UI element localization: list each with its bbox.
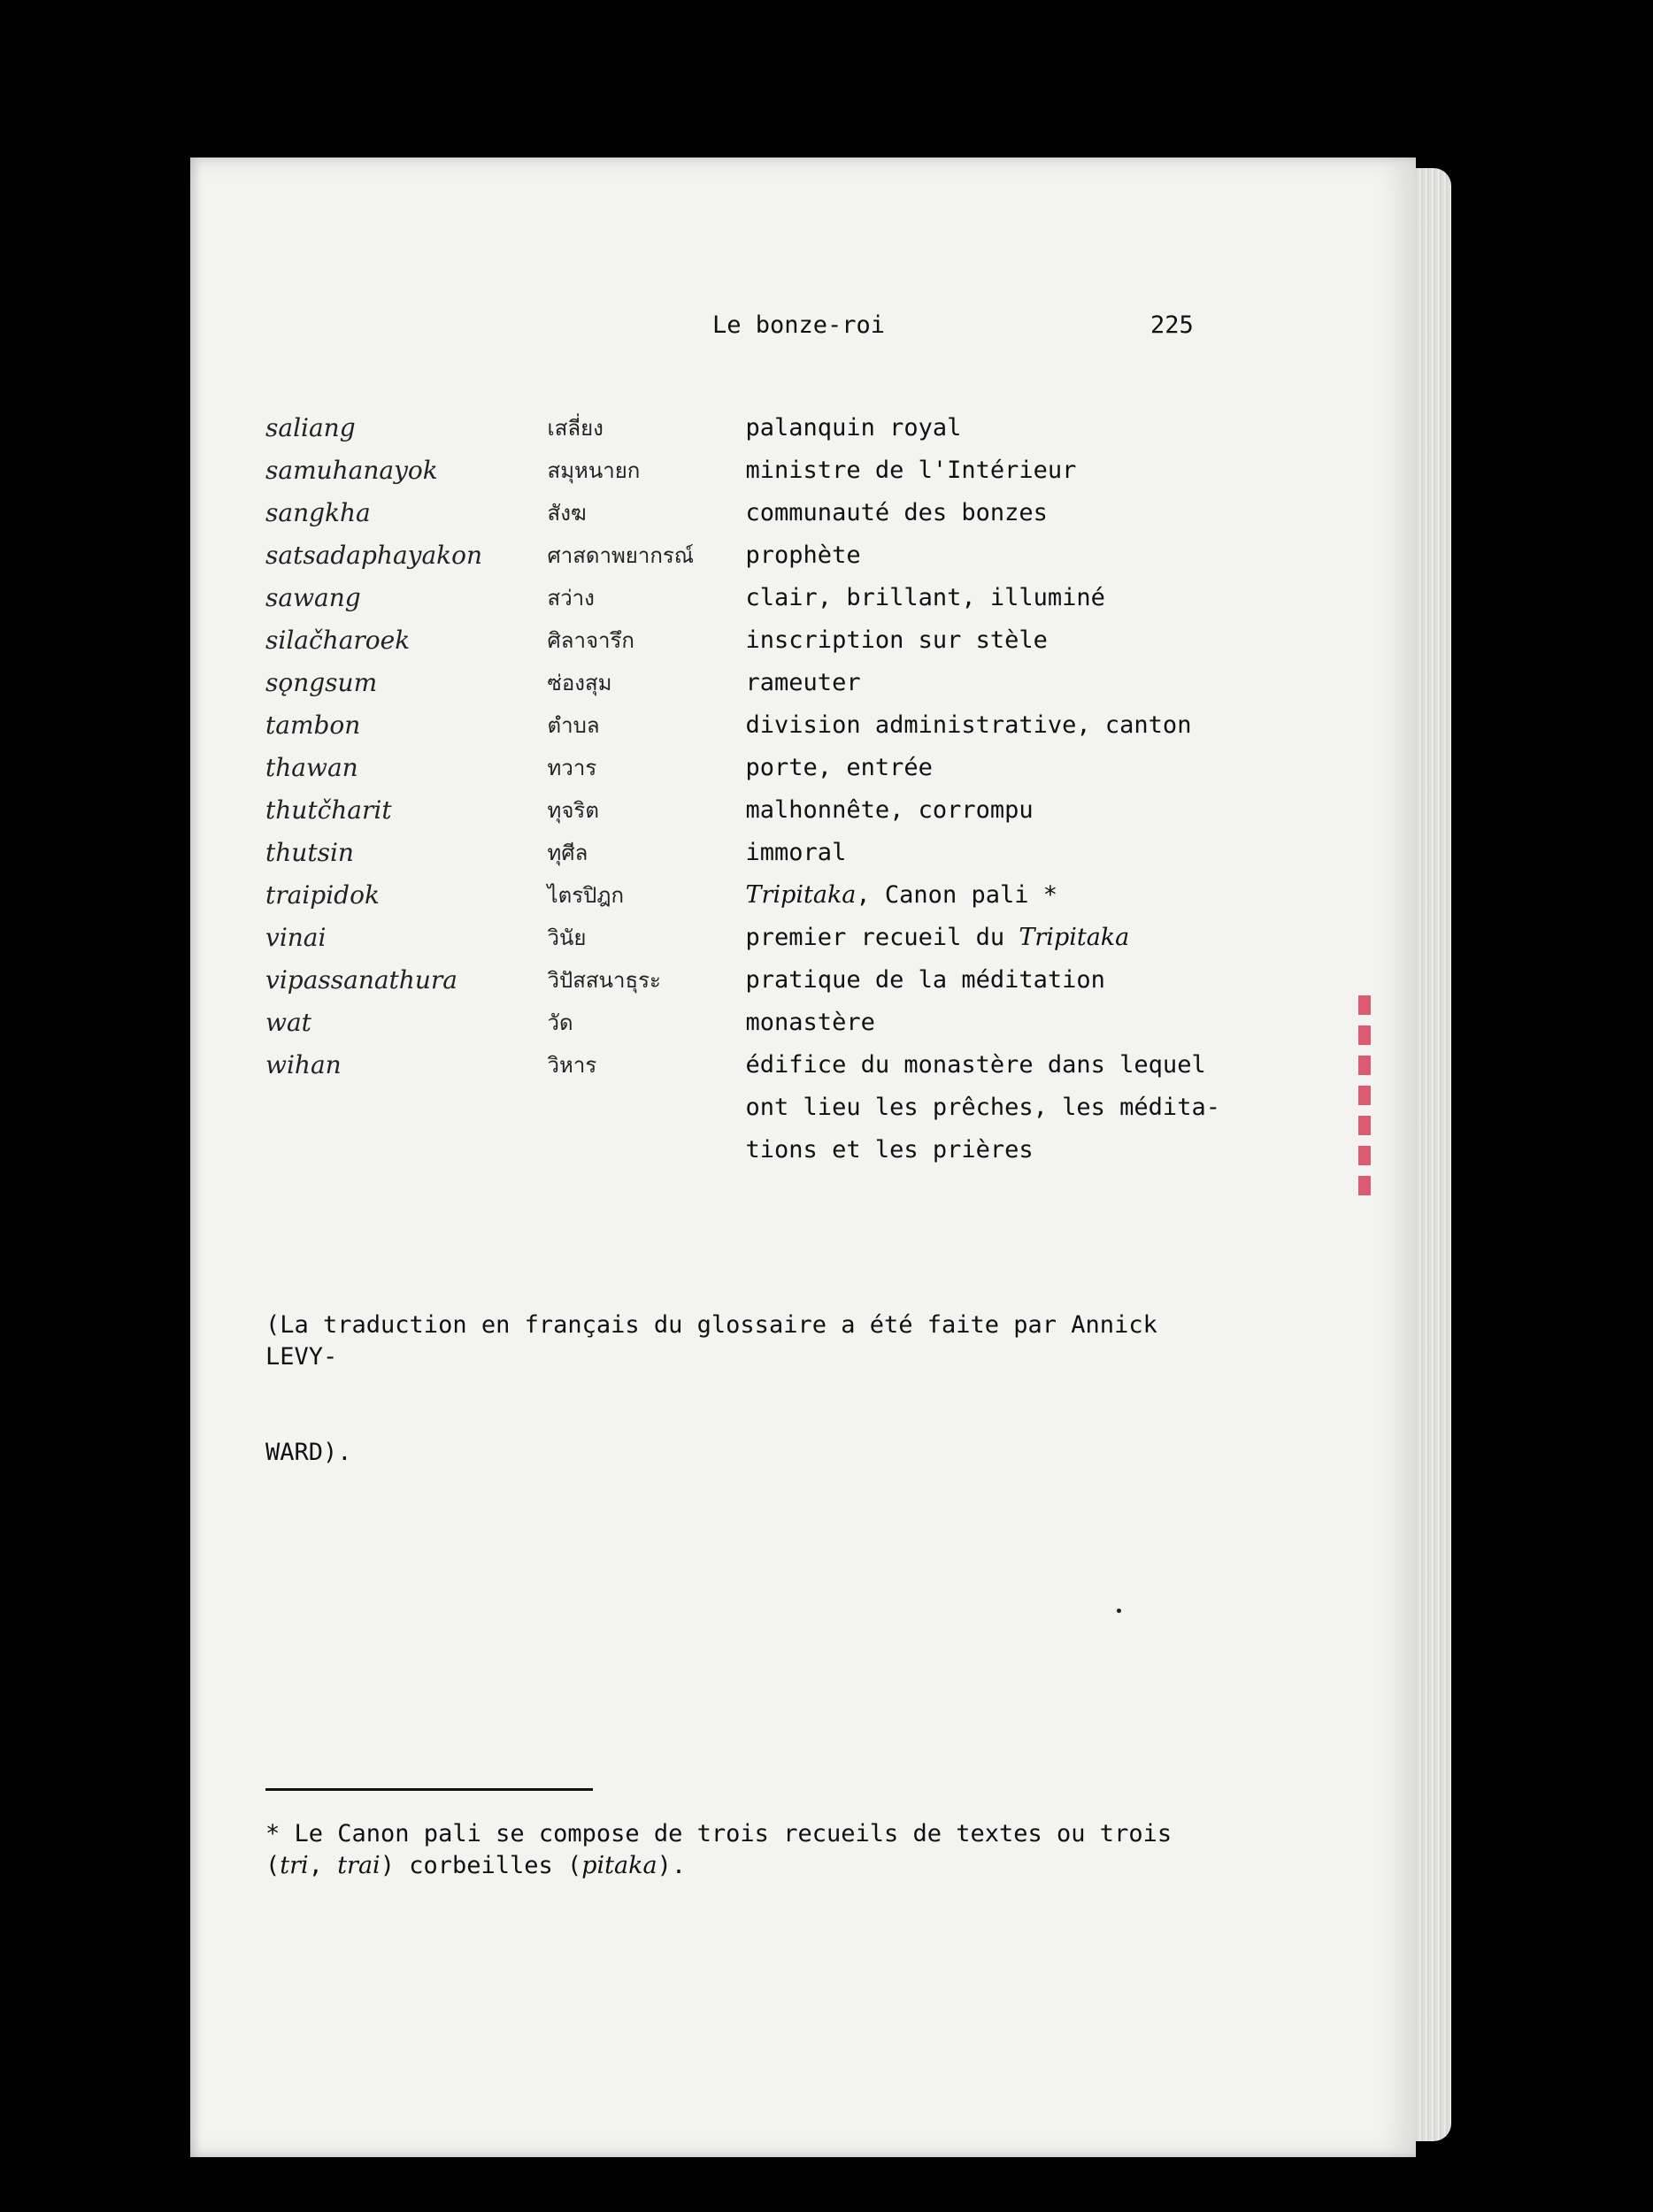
glossary-thai: ทุศีล — [547, 841, 588, 865]
glossary-meaning: pratique de la méditation — [745, 966, 1105, 994]
translator-note-line: WARD). — [265, 1439, 352, 1466]
meaning-line: ont lieu les prêches, les médita- — [745, 1094, 1220, 1121]
glossary-term: thutsin — [265, 838, 354, 867]
meaning-italic: Tripitaka — [1019, 924, 1130, 951]
footnote-text: ) corbeilles ( — [380, 1852, 582, 1879]
meaning-line: édifice du monastère dans lequel — [745, 1051, 1206, 1079]
glossary-thai: สว่าง — [547, 586, 595, 611]
glossary-thai: วัด — [547, 1010, 573, 1035]
glossary-meaning: inscription sur stèle — [745, 626, 1048, 654]
glossary-entry — [265, 449, 1239, 492]
glossary-term: vinai — [265, 923, 327, 952]
meaning-line: tions et les prières — [745, 1136, 1034, 1164]
glossary-term: thawan — [265, 753, 358, 782]
footnote-line: * Le Canon pali se compose de trois recueils de textes ou trois — [265, 1820, 1172, 1847]
glossary-entry — [265, 789, 1239, 832]
footnote-italic: trai — [337, 1852, 381, 1879]
glossary-list — [265, 407, 1239, 1171]
glossary-entry — [265, 747, 1239, 789]
glossary-meaning — [746, 1044, 1239, 1171]
running-title: Le bonze-roi — [712, 311, 886, 339]
glossary-term: tambon — [265, 710, 361, 740]
glossary-term: sawang — [265, 583, 361, 612]
glossary-meaning: ministre de l'Intérieur — [745, 457, 1077, 484]
translator-note-line: (La traduction en français du glossaire a été faite par Annick LEVY- — [265, 1311, 1172, 1371]
glossary-meaning: monastère — [745, 1009, 875, 1036]
glossary-meaning — [746, 874, 1239, 917]
glossary-entry — [265, 619, 1239, 662]
glossary-entry — [265, 917, 1239, 959]
glossary-term: vipassanathura — [265, 965, 457, 995]
glossary-meaning: immoral — [745, 839, 847, 866]
glossary-thai: ศิลาจารึก — [547, 628, 634, 653]
glossary-term: thutčharit — [265, 795, 392, 825]
footnote-italic: pitaka — [581, 1852, 657, 1879]
footnote-line — [265, 1850, 1239, 1882]
glossary-thai: วิหาร — [547, 1053, 597, 1078]
glossary-entry — [265, 704, 1239, 747]
red-stamp-mark — [1358, 995, 1371, 1199]
glossary-term: sǫngsum — [265, 668, 378, 697]
glossary-thai: ทวาร — [547, 756, 597, 780]
ink-speck — [1117, 1609, 1121, 1613]
glossary-meaning: rameuter — [745, 669, 861, 696]
footnote — [265, 1818, 1239, 1882]
glossary-thai: ทุจริต — [547, 798, 599, 823]
glossary-term: satsadaphayakon — [265, 541, 483, 570]
glossary-meaning: porte, entrée — [745, 754, 933, 781]
meaning-italic: Tripitaka — [745, 881, 857, 909]
glossary-thai: วิปัสสนาธุระ — [547, 968, 661, 993]
glossary-meaning: clair, brillant, illuminé — [745, 584, 1105, 611]
glossary-entry — [265, 577, 1239, 619]
glossary-term: traipidok — [265, 880, 380, 910]
glossary-term: wat — [265, 1008, 311, 1037]
glossary-term: samuhanayok — [265, 456, 438, 485]
glossary-entry — [265, 959, 1239, 1002]
footnote-text: ). — [657, 1852, 687, 1879]
glossary-meaning — [746, 917, 1239, 959]
glossary-thai: สังฆ — [547, 501, 587, 526]
glossary-meaning: malhonnête, corrompu — [745, 796, 1034, 824]
glossary-meaning: communauté des bonzes — [745, 499, 1048, 526]
meaning-rest: , Canon pali * — [856, 881, 1057, 909]
glossary-thai: ศาสดาพยากรณ์ — [547, 543, 695, 568]
glossary-thai: ไตรปิฎก — [547, 883, 624, 908]
glossary-term: sangkha — [265, 498, 371, 527]
glossary-entry — [265, 874, 1239, 917]
glossary-term: saliang — [265, 413, 356, 442]
glossary-entry — [265, 1044, 1239, 1171]
footnote-italic: tri — [280, 1852, 309, 1879]
glossary-entry — [265, 534, 1239, 577]
glossary-meaning: prophète — [745, 541, 861, 569]
glossary-thai: วินัย — [547, 926, 587, 950]
glossary-meaning: division administrative, canton — [745, 711, 1192, 739]
glossary-entry — [265, 407, 1239, 449]
glossary-thai: เสลี่ยง — [547, 416, 604, 441]
footnote-text: ( — [265, 1852, 281, 1879]
glossary-entry — [265, 662, 1239, 704]
glossary-entry — [265, 832, 1239, 874]
glossary-thai: ตำบล — [547, 713, 600, 738]
translator-note — [265, 1246, 1239, 1501]
meaning-prefix: premier recueil du — [745, 924, 1019, 951]
footnote-text: , — [308, 1852, 338, 1879]
glossary-term: silačharoek — [265, 626, 411, 655]
page-number: 225 — [1150, 311, 1194, 339]
glossary-thai: สมุหนายก — [547, 458, 641, 483]
glossary-entry — [265, 1002, 1239, 1044]
glossary-entry — [265, 492, 1239, 534]
footnote-rule — [265, 1788, 593, 1791]
glossary-meaning: palanquin royal — [745, 414, 962, 442]
glossary-thai: ซ่องสุม — [547, 671, 612, 695]
glossary-term: wihan — [265, 1050, 342, 1079]
